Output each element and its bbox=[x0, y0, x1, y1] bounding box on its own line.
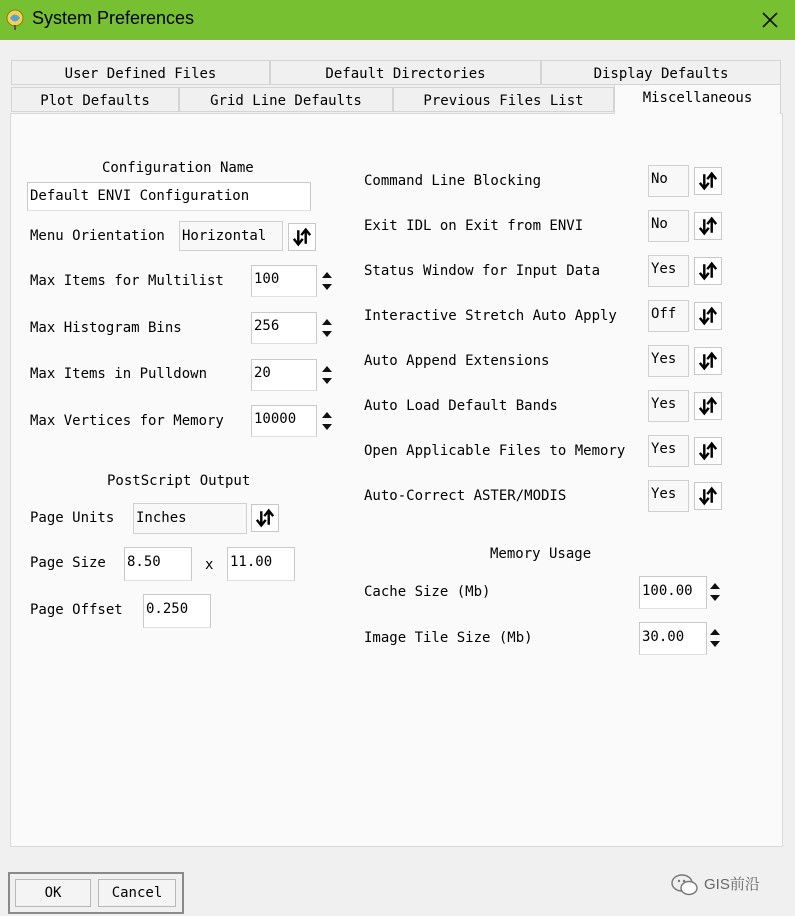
image-tile-size-spinner-icon[interactable] bbox=[707, 623, 723, 653]
menu-orientation-toggle-icon[interactable] bbox=[288, 223, 316, 251]
option-value: Yes bbox=[648, 255, 689, 287]
option-label: Interactive Stretch Auto Apply bbox=[364, 308, 617, 324]
page-offset-input[interactable]: 0.250 bbox=[143, 594, 211, 628]
option-value: Yes bbox=[648, 435, 689, 467]
option-toggle-icon[interactable] bbox=[694, 302, 722, 330]
postscript-output-heading: PostScript Output bbox=[107, 473, 251, 489]
page-units-label: Page Units bbox=[30, 510, 115, 526]
page-units-toggle-icon[interactable] bbox=[251, 504, 279, 532]
option-value: Yes bbox=[648, 480, 689, 512]
page-offset-label: Page Offset bbox=[30, 602, 123, 618]
option-toggle-icon[interactable] bbox=[694, 392, 722, 420]
option-toggle-icon[interactable] bbox=[694, 167, 722, 195]
page-units-value: Inches bbox=[133, 503, 247, 534]
menu-orientation-value: Horizontal bbox=[179, 221, 283, 251]
option-label: Open Applicable Files to Memory bbox=[364, 443, 626, 459]
configuration-name-input[interactable]: Default ENVI Configuration bbox=[27, 182, 311, 211]
max-vertices-label: Max Vertices for Memory bbox=[30, 413, 224, 429]
window-title: System Preferences bbox=[32, 8, 195, 28]
watermark-text: GIS前沿 bbox=[704, 876, 760, 893]
page-size-width-input[interactable]: 8.50 bbox=[124, 547, 192, 581]
tab-plot-defaults[interactable]: Plot Defaults bbox=[11, 87, 179, 112]
max-items-multilist-label: Max Items for Multilist bbox=[30, 273, 224, 289]
menu-orientation-label: Menu Orientation bbox=[30, 228, 165, 244]
cancel-button[interactable]: Cancel bbox=[98, 879, 176, 907]
option-label: Auto Append Extensions bbox=[364, 353, 550, 369]
option-toggle-icon[interactable] bbox=[694, 212, 722, 240]
max-items-multilist-input[interactable]: 100 bbox=[251, 265, 317, 297]
cache-size-input[interactable]: 100.00 bbox=[639, 576, 707, 609]
max-items-multilist-spinner-icon[interactable] bbox=[319, 266, 335, 296]
option-label: Auto-Correct ASTER/MODIS bbox=[364, 488, 567, 504]
option-value: Yes bbox=[648, 390, 689, 422]
cache-size-spinner-icon[interactable] bbox=[707, 577, 723, 607]
page-size-label: Page Size bbox=[30, 555, 106, 571]
tab-previous-files-list[interactable]: Previous Files List bbox=[393, 87, 614, 112]
option-value: No bbox=[648, 165, 689, 197]
option-label: Command Line Blocking bbox=[364, 173, 542, 189]
option-label: Exit IDL on Exit from ENVI bbox=[364, 218, 584, 234]
cache-size-label: Cache Size (Mb) bbox=[364, 584, 491, 600]
max-histogram-bins-label: Max Histogram Bins bbox=[30, 320, 182, 336]
option-toggle-icon[interactable] bbox=[694, 257, 722, 285]
tab-miscellaneous[interactable]: Miscellaneous bbox=[614, 84, 781, 114]
tab-grid-line-defaults[interactable]: Grid Line Defaults bbox=[179, 87, 393, 112]
option-value: No bbox=[648, 210, 689, 242]
option-toggle-icon[interactable] bbox=[694, 347, 722, 375]
close-icon[interactable] bbox=[756, 6, 784, 34]
memory-usage-heading: Memory Usage bbox=[490, 546, 592, 562]
envi-logo-icon bbox=[5, 8, 25, 30]
tab-default-directories[interactable]: Default Directories bbox=[270, 60, 541, 85]
max-items-pulldown-spinner-icon[interactable] bbox=[319, 360, 335, 390]
max-items-pulldown-label: Max Items in Pulldown bbox=[30, 366, 208, 382]
max-histogram-bins-spinner-icon[interactable] bbox=[319, 313, 335, 343]
option-toggle-icon[interactable] bbox=[694, 437, 722, 465]
option-value: Off bbox=[648, 300, 689, 332]
page-size-x-separator: x bbox=[205, 557, 214, 573]
option-label: Auto Load Default Bands bbox=[364, 398, 558, 414]
configuration-name-heading: Configuration Name bbox=[102, 160, 254, 176]
wechat-icon bbox=[670, 872, 700, 898]
max-items-pulldown-input[interactable]: 20 bbox=[251, 359, 317, 391]
image-tile-size-label: Image Tile Size (Mb) bbox=[364, 630, 533, 646]
max-vertices-spinner-icon[interactable] bbox=[319, 406, 335, 436]
tab-display-defaults[interactable]: Display Defaults bbox=[541, 60, 781, 85]
page-size-height-input[interactable]: 11.00 bbox=[227, 547, 295, 581]
ok-button[interactable]: OK bbox=[15, 879, 91, 907]
tab-user-defined-files[interactable]: User Defined Files bbox=[11, 60, 270, 85]
option-label: Status Window for Input Data bbox=[364, 263, 601, 279]
option-value: Yes bbox=[648, 345, 689, 377]
option-toggle-icon[interactable] bbox=[694, 482, 722, 510]
image-tile-size-input[interactable]: 30.00 bbox=[639, 622, 707, 655]
max-vertices-input[interactable]: 10000 bbox=[251, 405, 317, 437]
max-histogram-bins-input[interactable]: 256 bbox=[251, 312, 317, 344]
